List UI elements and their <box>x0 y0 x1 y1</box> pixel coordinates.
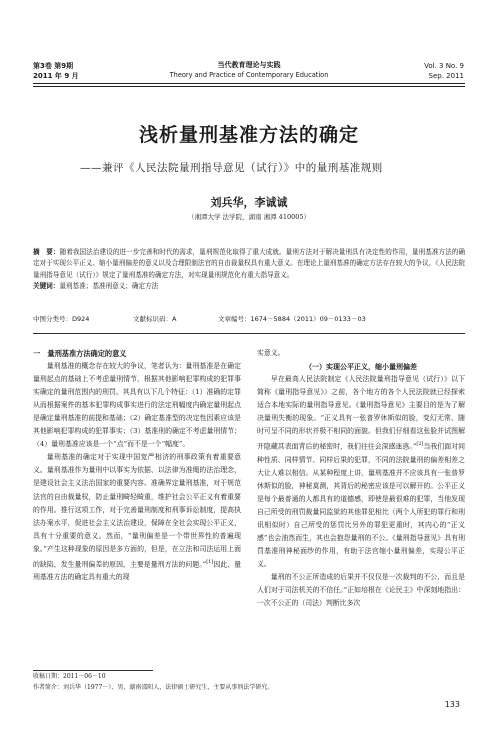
issue-date: 2011 年 9 月 <box>33 72 79 80</box>
body-column-right <box>257 347 465 610</box>
author-bio: 作者简介：刘兵华（1977－），男，湖南邵阳人，法律硕士研究生，主要从事刑法学研究。 <box>33 684 274 691</box>
header-rule <box>33 83 465 87</box>
continued-text: 实意义。 <box>257 349 285 357</box>
author-affiliation: （湘潭大学 法学院，湖南 湘潭 410005） <box>187 213 310 221</box>
citation-marker: [2] <box>416 441 424 448</box>
journal-issue-info <box>33 61 79 81</box>
subsection-heading: （一）实现公平正义，缩小量刑偏差 <box>305 362 417 372</box>
page-number: 133 <box>444 700 460 709</box>
article-id: 文章编号：1674－5884（2011）09－0133－03 <box>218 315 366 323</box>
section-heading: 一 量刑基准方法确定的意义 <box>33 349 127 358</box>
paragraph-tail: 因此，量刑基准方法的确定具有重大的现 <box>33 560 241 582</box>
received-date: 收稿日期：2011－06－10 <box>33 673 106 680</box>
abstract-text: 随着我国法治建设的进一步完善和时代的需求，量刑规范化取得了重大成就。量刑方法对于解决量刑具有决定性的作用，量刑基准方法的确定对于实现公平正义、缩小量刑偏差的意义以及合理限制法官的自由裁量权具有重大意义。在理论上量刑基准的确定方法存在较大的争议，《人民法院量刑指导意见（试行）》规定了量刑基准的确定方法，对实现量刑规范化有重大指导意义。 <box>33 248 466 279</box>
article-title: 浅析量刑基准方法的确定 <box>138 124 359 146</box>
article-authors: 刘兵华，李诚诚 <box>210 196 288 209</box>
keywords-label: 关键词： <box>33 282 60 291</box>
journal-name-en: Theory and Practice of Contemporary Education <box>169 71 329 79</box>
article-subtitle: ——兼评《人民法院量刑指导意见（试行）》中的量刑基准规则 <box>80 162 383 174</box>
journal-issue-info-en <box>424 61 464 81</box>
journal-name-cn: 当代教育理论与实践 <box>217 61 281 69</box>
paragraph <box>33 451 241 584</box>
footnote-rule <box>33 670 153 671</box>
issue-date-en: Sep. 2011 <box>428 72 464 80</box>
paragraph-text: 早在最高人民法院制定《人民法院量刑指导意见（试行）》以下简称《量刑指导意见》）之前，各个地方的各个人民法院就已经探索适合本地实际的量刑指导意见。《量刑指导意见》主要目的是为了解决量刑失衡的现象。“正义具有一张普罗休斯似的脸，变幻无常、随时可呈不同的形状并极不相同的面貌。但我们仔细看这张脸并试图解开隐藏其表面背后的秘密时，我们往往会深感迷惑。” <box>257 375 465 451</box>
document-code: 文献标识码：A <box>133 315 177 323</box>
citation-marker: [1] <box>206 558 214 565</box>
volume-issue: 第3卷 第9期 <box>33 62 74 70</box>
body-column-left <box>33 347 241 584</box>
paragraph: 量刑的不公正所造成的后果并不仅仅是一次裁判的不公，而且是人们对于司法机关的不信任。”正如培根在《论民主》中深刻地指出：一次不公正的（司法）判断比多次 <box>257 573 465 608</box>
keywords-text: 量刑基准；基准刑意义；确定方法 <box>59 282 159 291</box>
keywords <box>33 281 465 292</box>
abstract <box>33 247 465 293</box>
paragraph: 量刑基准的概念存在较大的争议，笔者认为：量刑基准是在确定量刑起点的基础上不考虑量刑情节，根据其他影响犯罪构成的犯罪事实确定的量刑范围内的刑罚。其具有以下几个特征：（1）准确的定罪从而根据案件的基本犯罪构成事实进行的法定刑幅度内确定量刑起点是确定量刑基准的前提和基础；（2）确定基准型的决定性因素应该是其他影响犯罪构成的犯罪事实；（3）基准刑的确定不考虑量刑情节；（4）量刑基准应该是一个“点”而不是一个“幅度”。 <box>33 362 241 449</box>
journal-name <box>150 60 348 80</box>
volume-issue-en: Vol. 3 No. 9 <box>424 62 464 70</box>
abstract-label: 摘 要： <box>33 248 60 256</box>
abstract-body <box>33 247 465 281</box>
paragraph <box>257 373 465 571</box>
abstract-separator <box>33 333 465 334</box>
clc-number: 中图分类号：D924 <box>33 315 90 323</box>
paragraph-text: 量刑基准的确定对于实现中国宽严相济的刑事政策有着重要意义。量刑基准作为量刑中以事实为依据、以法律为准绳的法治理念，是建设社会主义法治国家的重要内容。准确界定量刑基准，对于规范法官的自由裁量权，防止量刑畸轻畸重，维护社会公平正义有着重要的作用。推行这项工作，对于完善量刑制度和刑事诉讼制度，提高执法办案水平，促进社会主义法治建设，保障在全社会实现公平正义，具有十分重要的意义。然而，“量刑偏差是一个带世界性的普遍现象。”产生这种现象的原因是多方面的，但是，在立法和司法运用上面的缺陷，发生量刑偏差的原因，主要是量刑方法的问题。” <box>33 453 241 569</box>
paragraph-tail: 当我们面对同种性质、同样情节、同样后果的犯罪，不同的法院量刑的偏差相差之大让人难以相信。从某种程度上讲，量刑基准并不应该具有一张普罗休斯似的脸，神秘莫测，其背后的秘密应该是可以解开的。公平正义是每个最普通的人都具有的道德感，即使是最很难的犯罪，当他发现自己所受的刑罚裁量同监狱的其他罪犯相比（两个人所犯的罪行和刑讯相似时）自己所受的惩罚比另外的罪犯更重时，其内心的“正义感”也会油然而生，其也会抱怨量刑的不公。《量刑指导意见》具有刑罚基准刑神秘面纱的作用，有助于法官缩小量刑偏差，实现公平正义。 <box>257 442 466 569</box>
